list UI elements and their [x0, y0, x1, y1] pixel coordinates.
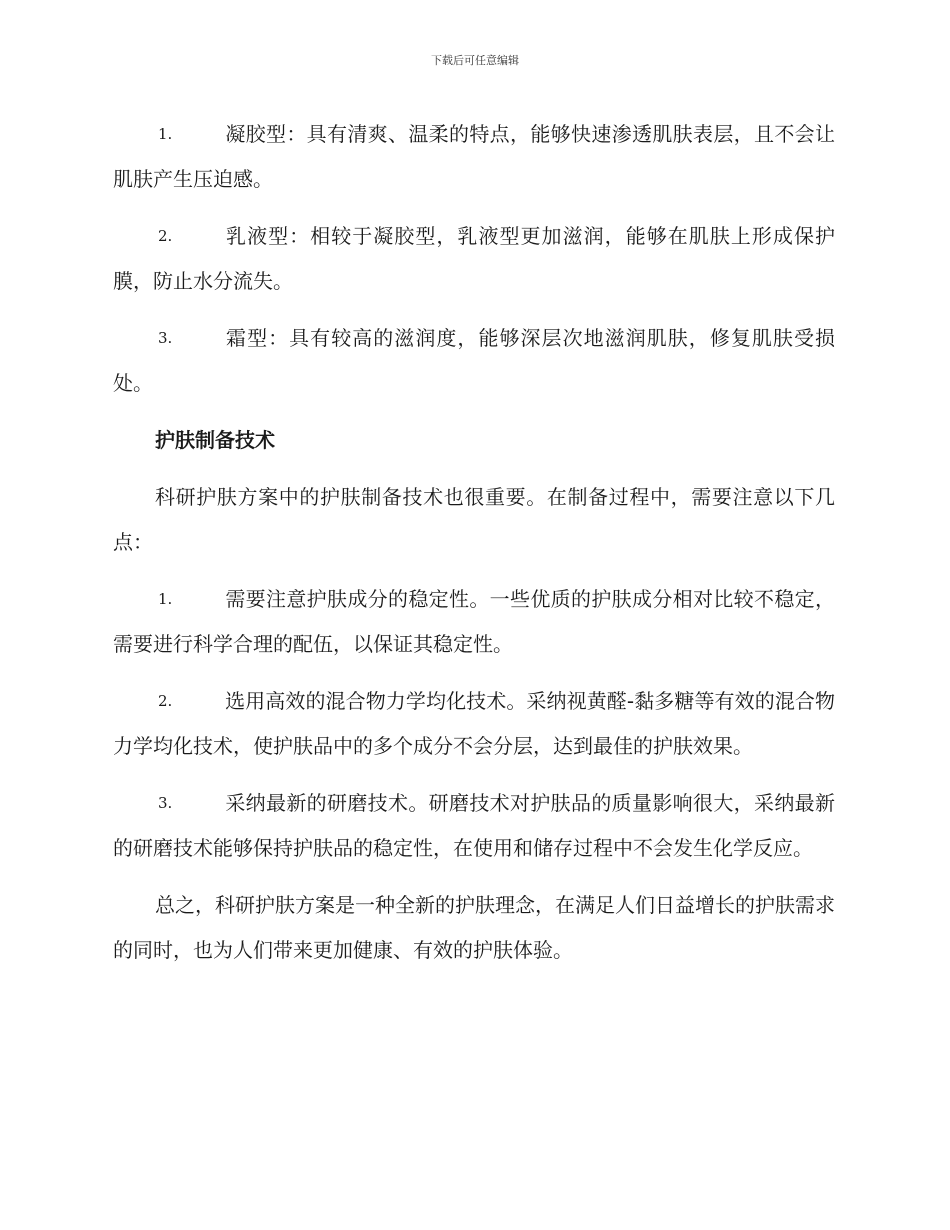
list-text: 乳液型：相较于凝胶型，乳液型更加滋润，能够在肌肤上形成保护膜，防止水分流失。 — [113, 224, 835, 293]
list-number: 2. — [158, 227, 173, 245]
list-number: 3. — [158, 794, 173, 812]
list-text: 霜型：具有较高的滋润度，能够深层次地滋润肌肤，修复肌肤受损处。 — [113, 326, 835, 395]
list-text: 选用高效的混合物力学均化技术。采纳视黄醛-黏多糖等有效的混合物力学均化技术，使护肤品中的多个成分不会分层，达到最佳的护肤效果。 — [113, 689, 835, 758]
document-body — [113, 112, 835, 985]
list-text: 采纳最新的研磨技术。研磨技术对护肤品的质量影响很大，采纳最新的研磨技术能够保持护肤品的稳定性，在使用和储存过程中不会发生化学反应。 — [113, 791, 835, 860]
list-item — [113, 316, 835, 406]
list-number: 3. — [158, 329, 173, 347]
list-text: 需要注意护肤成分的稳定性。一些优质的护肤成分相对比较不稳定，需要进行科学合理的配伍，以保证其稳定性。 — [113, 587, 835, 656]
conclusion-paragraph: 总之，科研护肤方案是一种全新的护肤理念，在满足人们日益增长的护肤需求的同时，也为人们带来更加健康、有效的护肤体验。 — [113, 893, 835, 962]
list-item — [113, 577, 835, 667]
list-item — [113, 781, 835, 871]
section-intro: 科研护肤方案中的护肤制备技术也很重要。在制备过程中，需要注意以下几点： — [113, 485, 835, 554]
list-item — [113, 214, 835, 304]
list-text: 凝胶型：具有清爽、温柔的特点，能够快速渗透肌肤表层，且不会让肌肤产生压迫感。 — [113, 122, 835, 191]
list-number: 1. — [158, 125, 173, 143]
section-heading: 护肤制备技术 — [155, 428, 275, 452]
list-number: 2. — [158, 692, 173, 710]
list-item — [113, 112, 835, 202]
page-header: 下载后可任意编辑 — [431, 54, 519, 67]
list-item — [113, 679, 835, 769]
list-number: 1. — [158, 590, 173, 608]
